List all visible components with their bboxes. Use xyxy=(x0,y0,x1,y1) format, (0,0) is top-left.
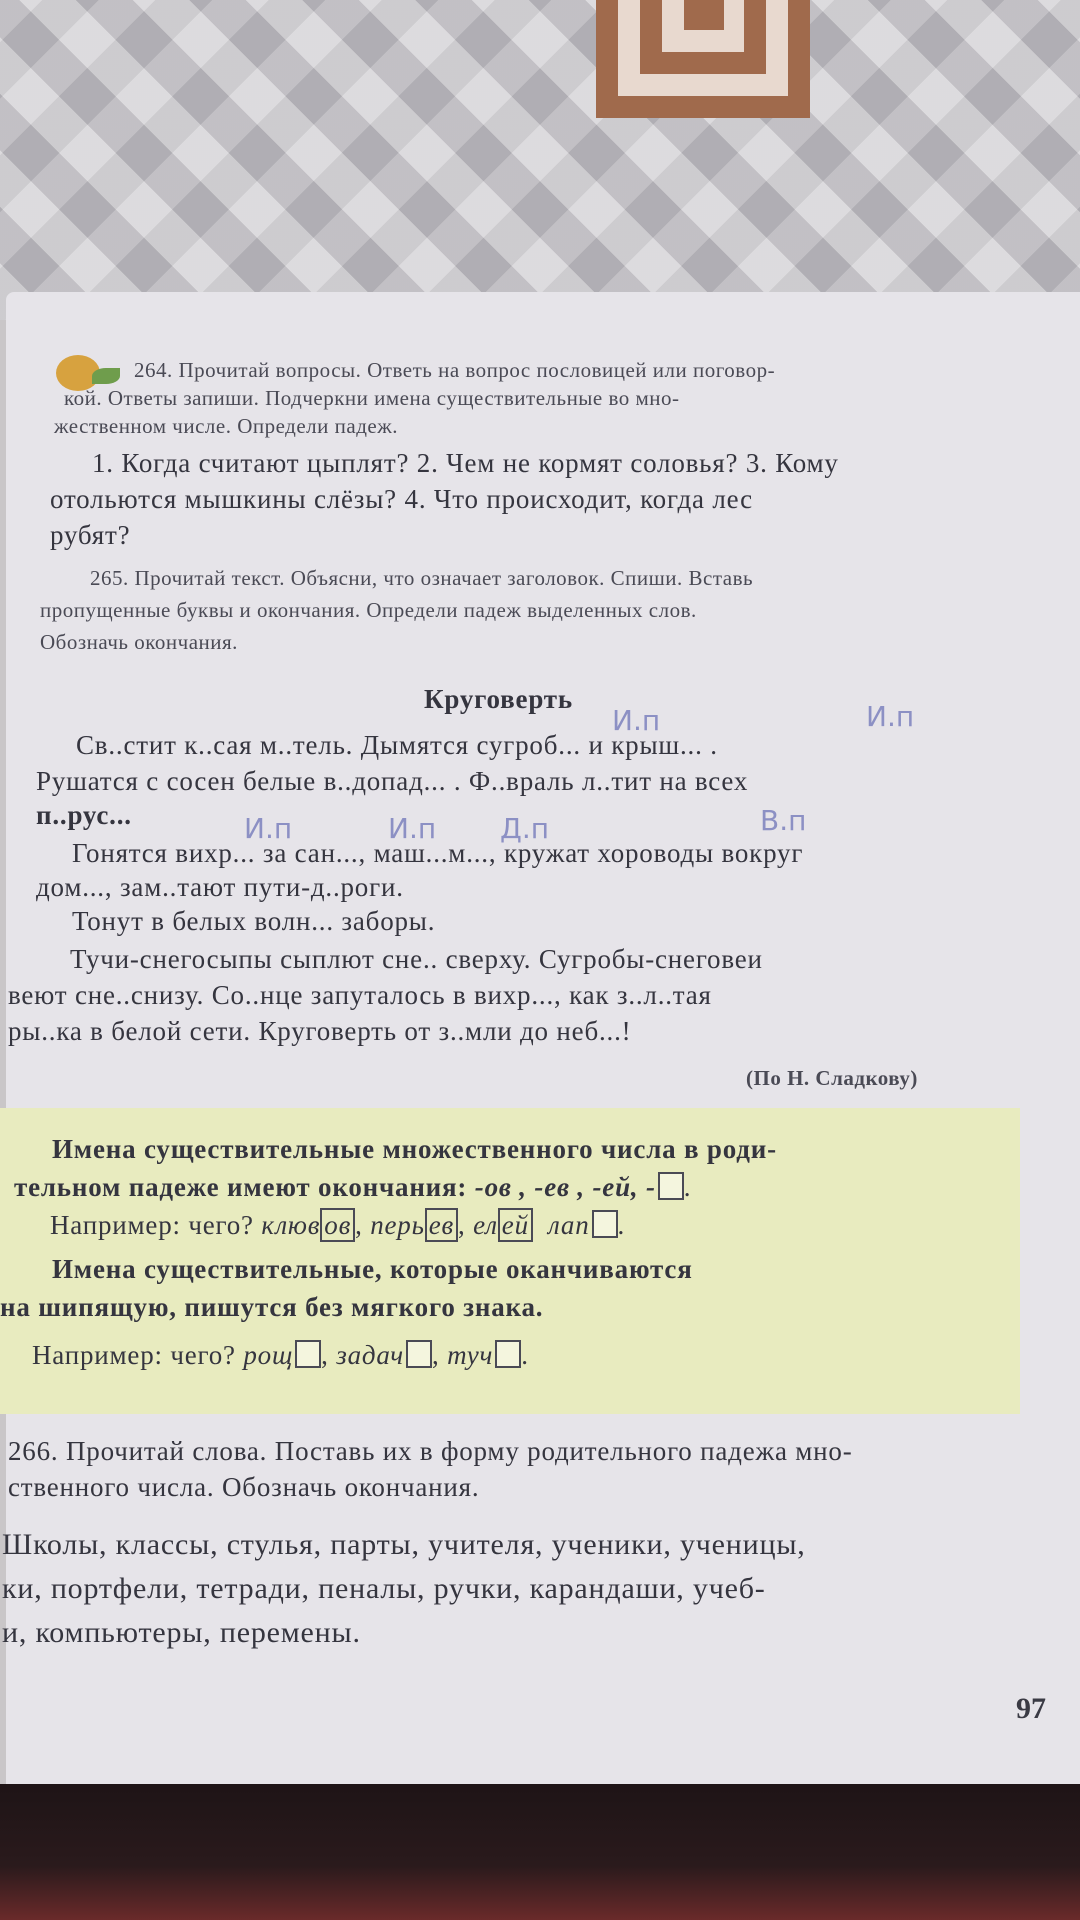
rule-endings: -ов , -ев , -ей, - xyxy=(474,1172,656,1202)
ex264-task-line-1: 264. Прочитай вопросы. Ответь на вопрос пословицей или поговор- xyxy=(134,358,776,382)
handwritten-note: Д.п xyxy=(500,812,550,845)
ex265-task-line-2: пропущенные буквы и окончания. Определи падеж выделенных слов. xyxy=(40,598,697,622)
text-line-9: ры..ка в белой сети. Круговерть от з..мли до неб...! xyxy=(8,1016,632,1046)
text-line-5: дом..., зам..тают пути-д..роги. xyxy=(36,872,404,902)
handwritten-note: И.п xyxy=(244,812,293,845)
example-word: задач xyxy=(336,1340,404,1370)
ex264-task-line-3: жественном числе. Определи падеж. xyxy=(54,414,398,438)
text-line-2: Рушатся с сосен белые в..допад... . Ф..враль л..тит на всех xyxy=(36,766,749,796)
empty-ending-box xyxy=(658,1172,684,1200)
text-line-8: веют сне..снизу. Со..нце запуталось в вихр..., как з..л..тая xyxy=(8,980,712,1010)
example-word: туч xyxy=(447,1340,494,1370)
rule-example-line-1: Например: чего? клюв ов , перь ев , ел ей лап . xyxy=(50,1210,626,1240)
text-source: (По Н. Сладкову) xyxy=(746,1066,918,1090)
empty-ending-box xyxy=(495,1340,521,1368)
empty-ending-box xyxy=(295,1340,321,1368)
ex264-question-line-1: 1. Когда считают цыплят? 2. Чем не кормят соловья? 3. Кому xyxy=(92,448,839,478)
rule-line-2-text: тельном падеже имеют окончания: xyxy=(14,1172,468,1202)
text-line-4: Гонятся вихр... за сан..., маш...м..., кружат хороводы вокруг xyxy=(72,838,804,868)
handwritten-note: И.п xyxy=(612,704,661,737)
example-prompt: Например: чего? xyxy=(32,1340,236,1370)
example-word: ел xyxy=(473,1210,498,1240)
text-line-6: Тонут в белых волн... заборы. xyxy=(72,906,436,936)
tablecloth-background xyxy=(0,0,1080,320)
example-word: перь xyxy=(370,1210,425,1240)
rule-line-4: Имена существительные, которые оканчиваются xyxy=(52,1254,693,1284)
decorative-logo xyxy=(596,0,810,118)
text-line-1: Св..стит к..сая м..тель. Дымятся сугроб... и крыш... . xyxy=(76,730,718,760)
ex266-words-line-3: и, компьютеры, перемены. xyxy=(2,1616,361,1649)
ex266-task-line-2: ственного числа. Обозначь окончания. xyxy=(8,1472,480,1502)
floor-background xyxy=(0,1784,1080,1920)
ex266-words-line-1: Школы, классы, стулья, парты, учителя, ученики, ученицы, xyxy=(2,1528,806,1561)
example-prompt: Например: чего? xyxy=(50,1210,254,1240)
text-line-3: п..рус... xyxy=(36,800,132,830)
ex265-task-line-1: 265. Прочитай текст. Объясни, что означает заголовок. Спиши. Вставь xyxy=(90,566,754,590)
example-word: лап xyxy=(548,1210,590,1240)
example-ending: ев xyxy=(425,1208,458,1242)
rule-line-5: на шипящую, пишутся без мягкого знака. xyxy=(0,1292,544,1322)
example-word: рощ xyxy=(243,1340,294,1370)
handwritten-note: И.п xyxy=(866,700,915,733)
example-word: клюв xyxy=(261,1210,321,1240)
rule-line-1: Имена существительные множественного числа в роди- xyxy=(52,1134,777,1164)
ex266-task-line-1: 266. Прочитай слова. Поставь их в форму родительного падежа мно- xyxy=(8,1436,853,1466)
page-number: 97 xyxy=(1016,1692,1046,1725)
text-line-7: Тучи-снегосыпы сыплют сне.. сверху. Сугробы-снеговеи xyxy=(70,944,763,974)
ex266-words-line-2: ки, портфели, тетради, пеналы, ручки, карандаши, учеб- xyxy=(2,1572,766,1605)
example-ending: ей xyxy=(498,1208,533,1242)
empty-ending-box xyxy=(592,1210,618,1238)
empty-ending-box xyxy=(406,1340,432,1368)
handwritten-note: И.п xyxy=(388,812,437,845)
rule-example-line-2: Например: чего? рощ , задач , туч . xyxy=(32,1340,529,1370)
handwritten-note: В.п xyxy=(760,804,807,837)
ex264-task-line-2: кой. Ответы запиши. Подчеркни имена существительные во мно- xyxy=(64,386,680,410)
rule-line-2: тельном падеже имеют окончания: -ов , -ев , -ей, - . xyxy=(14,1172,692,1202)
example-ending: ов xyxy=(320,1208,355,1242)
ex264-question-line-2: отольются мышкины слёзы? 4. Что происходит, когда лес xyxy=(50,484,753,514)
ex265-task-line-3: Обозначь окончания. xyxy=(40,630,238,654)
leaf-icon xyxy=(92,368,120,384)
text-title: Круговерть xyxy=(424,684,573,714)
ex264-question-line-3: рубят? xyxy=(50,520,131,550)
